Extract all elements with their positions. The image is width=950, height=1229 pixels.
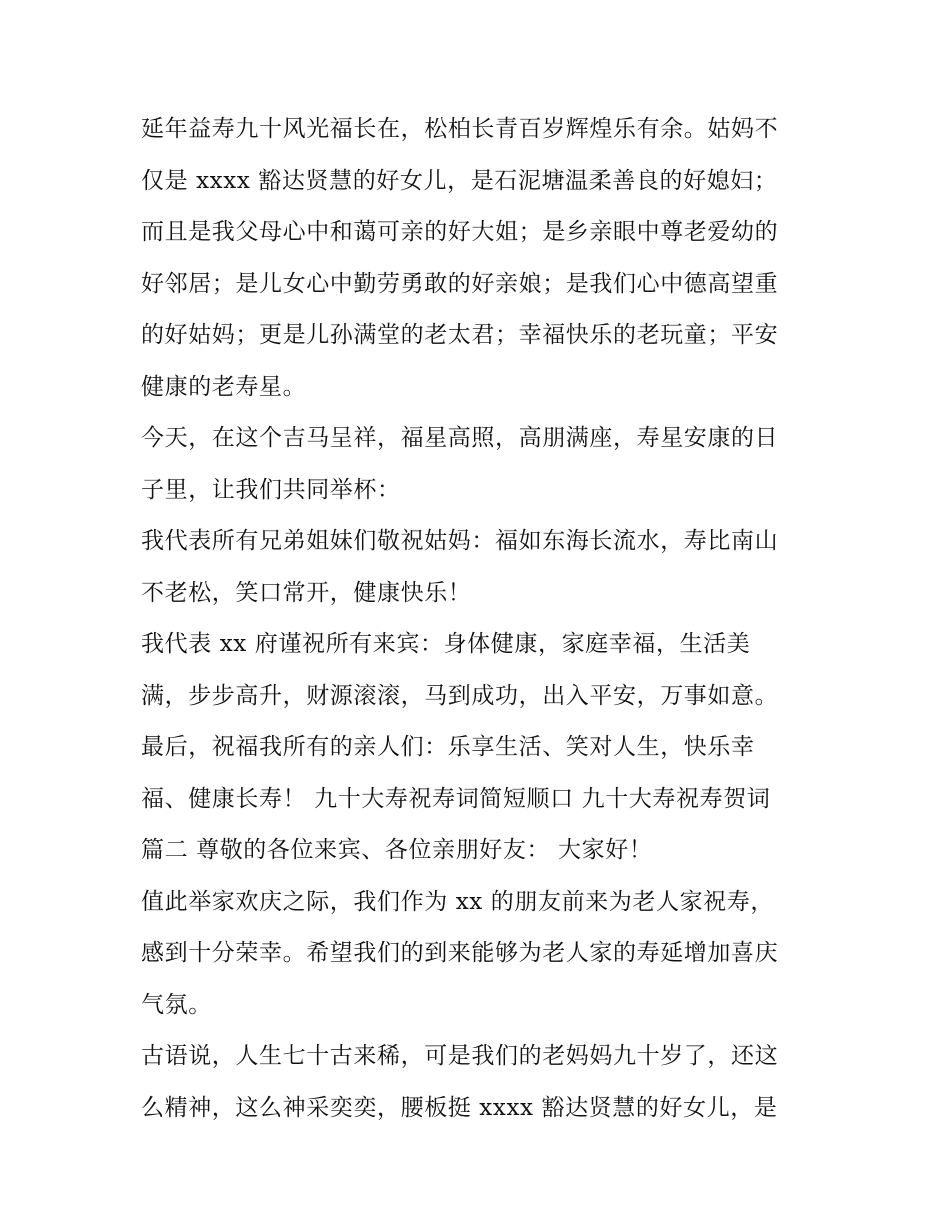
text-line: 么精神，这么神采奕奕，腰板挺 xxxx 豁达贤慧的好女儿，是 [141, 1094, 778, 1121]
text-line: 子里，让我们共同举杯： [141, 476, 401, 503]
text-line: 满，步步高升，财源滚滚，马到成功，出入平安，万事如意。 [141, 682, 779, 709]
text-line: 而且是我父母心中和蔼可亲的好大姐；是乡亲眼中尊老爱幼的 [141, 219, 779, 245]
text-line: 今天，在这个吉马呈祥，福星高照，高朋满座，寿星安康的日 [141, 425, 779, 451]
text-line: 我代表所有兄弟姐妹们敬祝姑妈：福如东海长流水，寿比南山 [141, 528, 779, 554]
text-line: 的好姑妈；更是儿孙满堂的老太君；幸福快乐的老玩童；平安 [141, 322, 779, 348]
text-line: 古语说，人生七十古来稀，可是我们的老妈妈九十岁了，还这 [141, 1043, 779, 1069]
text-line: 篇二 尊敬的各位来宾、各位亲朋好友： 大家好！ [141, 837, 653, 863]
text-line: 我代表 xx 府谨祝所有来宾：身体健康，家庭幸福，生活美 [141, 631, 751, 657]
text-line: 感到十分荣幸。希望我们的到来能够为老人家的寿延增加喜庆 [141, 940, 779, 966]
text-line: 仅是 xxxx 豁达贤慧的好女儿，是石泥塘温柔善良的好媳妇； [141, 167, 778, 194]
text-line: 最后，祝福我所有的亲人们：乐享生活、笑对人生，快乐幸 [141, 734, 755, 760]
text-line: 健康的老寿星。 [141, 373, 307, 400]
text-line: 气氛。 [141, 991, 212, 1018]
document-body [141, 104, 821, 1134]
text-line: 延年益寿九十风光福长在，松柏长青百岁辉煌乐有余。姑妈不 [141, 116, 779, 142]
text-line: 值此举家欢庆之际，我们作为 xx 的朋友前来为老人家祝寿， [141, 888, 774, 915]
text-line: 好邻居；是儿女心中勤劳勇敢的好亲娘；是我们心中德高望重 [141, 270, 779, 297]
text-line: 不老松，笑口常开，健康快乐！ [141, 579, 472, 606]
text-line: 福、健康长寿！ 九十大寿祝寿词简短顺口 九十大寿祝寿贺词 [141, 785, 771, 812]
